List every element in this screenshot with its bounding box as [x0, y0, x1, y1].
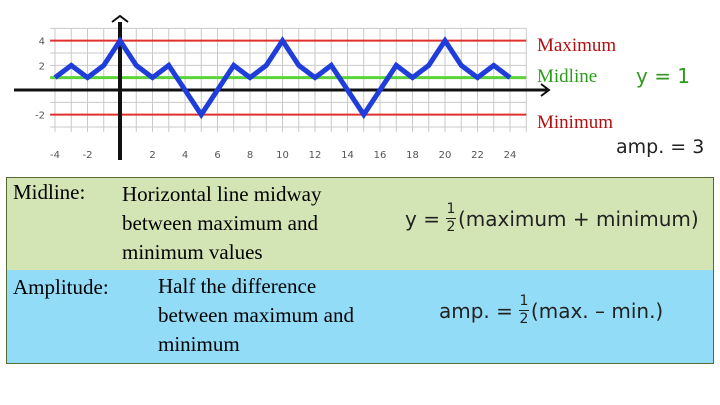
y-tick-label: 4 [38, 36, 45, 48]
maximum-label: Maximum [537, 35, 617, 56]
x-tick-label: 18 [406, 150, 419, 161]
fraction-denominator: 2 [446, 219, 456, 235]
x-tick-label: 14 [341, 150, 354, 161]
amplitude-description-line: minimum [158, 332, 240, 356]
amplitude-definition-box [6, 270, 714, 364]
midline-term: Midline: [13, 180, 86, 204]
y-axis-arrow [112, 16, 128, 22]
midline-description-line: between maximum and [122, 211, 318, 235]
x-tick-label: -4 [50, 150, 60, 161]
amplitude-value: amp. = 3 [616, 136, 705, 158]
amplitude-description-line: between maximum and [158, 303, 354, 327]
x-tick-label: 24 [503, 150, 517, 161]
x-tick-label: 22 [471, 150, 484, 161]
x-tick-label: 10 [276, 150, 289, 161]
amplitude-formula [439, 294, 663, 327]
midline-formula-left: y = [405, 206, 440, 231]
x-tick-label: 2 [149, 150, 156, 161]
midline-formula [405, 202, 699, 235]
x-tick-label: 8 [246, 150, 254, 161]
half-fraction [519, 294, 529, 327]
amplitude-description-line: Half the difference [158, 274, 317, 298]
midline-description-line: minimum values [122, 240, 263, 264]
midline-formula-right: (maximum + minimum) [457, 206, 699, 231]
axes [14, 16, 549, 160]
midline-equation: y = 1 [636, 64, 691, 88]
minimum-label: Minimum [537, 112, 614, 133]
half-fraction [446, 202, 456, 235]
midline-description-line: Horizontal line midway [122, 182, 322, 206]
fraction-denominator: 2 [519, 311, 529, 327]
fraction-numerator: 1 [446, 201, 456, 217]
amplitude-description [158, 272, 354, 359]
x-tick-label: 12 [308, 150, 322, 161]
amplitude-formula-left: amp. = [439, 298, 513, 323]
midline-label: Midline [537, 66, 598, 87]
midline-definition-box [6, 177, 714, 270]
amplitude-term: Amplitude: [13, 275, 109, 299]
y-tick-label: 2 [38, 61, 45, 73]
x-tick-label: 16 [373, 150, 387, 161]
x-tick-label: -2 [82, 150, 93, 161]
y-tick-label: -2 [35, 110, 45, 122]
x-tick-label: 4 [181, 150, 189, 161]
x-tick-label: 6 [214, 150, 221, 161]
x-tick-label: 20 [438, 150, 452, 161]
amplitude-formula-right: (max. – min.) [530, 298, 664, 323]
fraction-numerator: 1 [519, 293, 529, 309]
midline-description [122, 180, 321, 267]
